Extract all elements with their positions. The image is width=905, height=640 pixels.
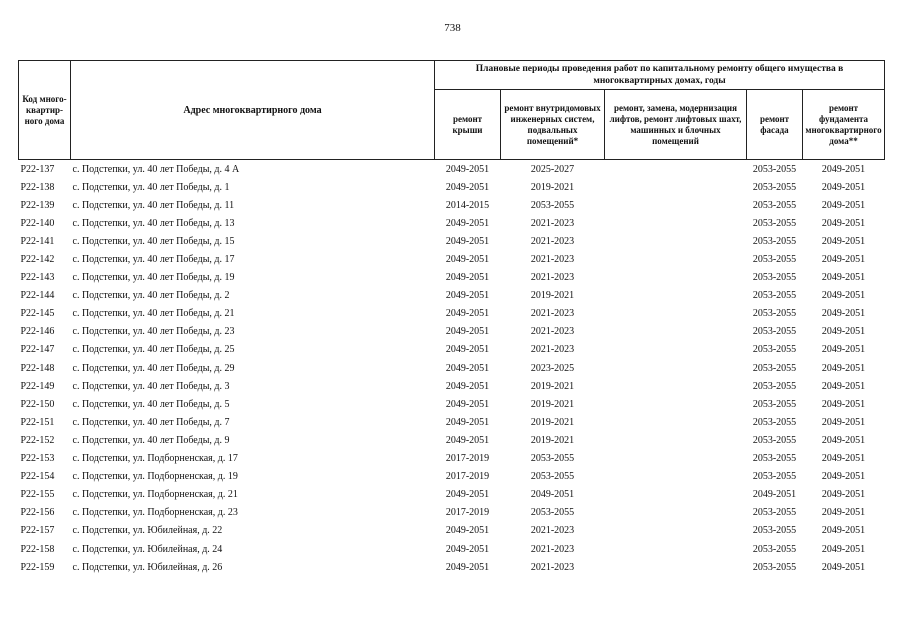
cell-code: P22-143 [20,272,55,284]
cell-lifts [605,196,747,214]
cell-address: с. Подстепки, ул. Юбилейная, д. 22 [72,525,223,537]
cell-foundation: 2049-2051 [821,453,866,465]
cell-lifts [605,178,747,196]
cell-roof: 2014-2015 [445,199,490,211]
table-header [19,61,885,160]
capital-repair-table [18,60,885,576]
cell-foundation: 2049-2051 [821,181,866,193]
cell-code: P22-145 [20,308,55,320]
cell-roof: 2049-2051 [445,254,490,266]
table-row [19,232,885,250]
cell-foundation: 2049-2051 [821,543,866,555]
cell-facade: 2053-2055 [752,525,797,537]
cell-code: P22-140 [20,217,55,229]
cell-foundation: 2049-2051 [821,163,866,175]
table-row [19,359,885,377]
cell-foundation: 2049-2051 [821,416,866,428]
cell-code: P22-148 [20,362,55,374]
cell-facade: 2053-2055 [752,398,797,410]
cell-lifts [605,522,747,540]
cell-roof: 2049-2051 [445,561,490,573]
cell-address: с. Подстепки, ул. 40 лет Победы, д. 25 [72,344,235,356]
cell-roof: 2049-2051 [445,543,490,555]
cell-address: с. Подстепки, ул. 40 лет Победы, д. 9 [72,434,230,446]
cell-lifts [605,377,747,395]
cell-code: P22-156 [20,507,55,519]
cell-lifts [605,269,747,287]
cell-roof: 2049-2051 [445,308,490,320]
cell-lifts [605,160,747,179]
table-row [19,431,885,449]
cell-address: с. Подстепки, ул. 40 лет Победы, д. 7 [72,416,230,428]
cell-address: с. Подстепки, ул. 40 лет Победы, д. 29 [72,362,235,374]
cell-facade: 2053-2055 [752,181,797,193]
cell-foundation: 2049-2051 [821,561,866,573]
cell-engineering: 2023-2025 [530,362,575,374]
cell-foundation: 2049-2051 [821,272,866,284]
cell-roof: 2049-2051 [445,398,490,410]
cell-facade: 2053-2055 [752,272,797,284]
table-row [19,269,885,287]
cell-lifts [605,431,747,449]
table-row [19,558,885,576]
table-row [19,178,885,196]
cell-facade: 2053-2055 [752,416,797,428]
cell-roof: 2049-2051 [445,163,490,175]
cell-facade: 2053-2055 [752,308,797,320]
header-engineering: ремонт внутридомовых инженерных систем, подвальных помещений* [501,90,605,160]
header-facade: ремонт фасада [747,90,803,160]
cell-address: с. Подстепки, ул. 40 лет Победы, д. 19 [72,272,235,284]
table-row [19,305,885,323]
cell-engineering: 2053-2055 [530,507,575,519]
header-planned-periods: Плановые периоды проведения работ по капитальному ремонту общего имущества в многоквартирных домах, годы [435,61,885,90]
cell-engineering: 2019-2021 [530,380,575,392]
cell-foundation: 2049-2051 [821,308,866,320]
cell-address: с. Подстепки, ул. 40 лет Победы, д. 17 [72,254,235,266]
table-row [19,196,885,214]
cell-code: P22-151 [20,416,55,428]
cell-lifts [605,468,747,486]
table-row [19,395,885,413]
cell-foundation: 2049-2051 [821,434,866,446]
cell-lifts [605,395,747,413]
cell-engineering: 2019-2021 [530,434,575,446]
cell-lifts [605,359,747,377]
cell-address: с. Подстепки, ул. Подборненская, д. 19 [72,471,238,483]
cell-facade: 2049-2051 [752,489,797,501]
cell-lifts [605,486,747,504]
cell-roof: 2049-2051 [445,380,490,392]
cell-foundation: 2049-2051 [821,254,866,266]
cell-facade: 2053-2055 [752,471,797,483]
cell-foundation: 2049-2051 [821,199,866,211]
cell-lifts [605,250,747,268]
page-number: 738 [444,22,461,34]
cell-facade: 2053-2055 [752,543,797,555]
cell-facade: 2053-2055 [752,561,797,573]
cell-code: P22-157 [20,525,55,537]
table-row [19,522,885,540]
cell-roof: 2017-2019 [445,471,490,483]
cell-code: P22-153 [20,453,55,465]
cell-facade: 2053-2055 [752,254,797,266]
cell-facade: 2053-2055 [752,326,797,338]
cell-foundation: 2049-2051 [821,525,866,537]
cell-lifts [605,232,747,250]
cell-engineering: 2021-2023 [530,272,575,284]
table-row [19,413,885,431]
cell-engineering: 2021-2023 [530,217,575,229]
table-body [19,160,885,577]
table-row [19,540,885,558]
cell-lifts [605,540,747,558]
cell-engineering: 2021-2023 [530,344,575,356]
cell-lifts [605,558,747,576]
cell-lifts [605,287,747,305]
cell-engineering: 2021-2023 [530,543,575,555]
cell-engineering: 2021-2023 [530,561,575,573]
table-row [19,287,885,305]
table-row [19,214,885,232]
cell-engineering: 2021-2023 [530,235,575,247]
cell-address: с. Подстепки, ул. 40 лет Победы, д. 3 [72,380,230,392]
cell-code: P22-154 [20,471,55,483]
table-row [19,160,885,179]
cell-code: P22-150 [20,398,55,410]
cell-engineering: 2019-2021 [530,290,575,302]
table-row [19,377,885,395]
header-lifts: ремонт, замена, модернизация лифтов, ремонт лифтовых шахт, машинных и блочных помещений [605,90,747,160]
cell-foundation: 2049-2051 [821,344,866,356]
cell-code: P22-138 [20,181,55,193]
table-row [19,450,885,468]
cell-engineering: 2019-2021 [530,181,575,193]
table-row [19,250,885,268]
cell-engineering: 2053-2055 [530,453,575,465]
cell-engineering: 2049-2051 [530,489,575,501]
cell-code: P22-149 [20,380,55,392]
cell-foundation: 2049-2051 [821,217,866,229]
cell-lifts [605,413,747,431]
header-code: Код много-квартир-ного дома [19,61,71,160]
cell-foundation: 2049-2051 [821,507,866,519]
cell-code: P22-139 [20,199,55,211]
cell-address: с. Подстепки, ул. 40 лет Победы, д. 15 [72,235,235,247]
cell-facade: 2053-2055 [752,362,797,374]
cell-roof: 2049-2051 [445,434,490,446]
cell-roof: 2049-2051 [445,235,490,247]
cell-address: с. Подстепки, ул. 40 лет Победы, д. 4 А [72,163,240,175]
cell-code: P22-144 [20,290,55,302]
cell-address: с. Подстепки, ул. Юбилейная, д. 24 [72,543,223,555]
cell-roof: 2049-2051 [445,489,490,501]
cell-facade: 2053-2055 [752,453,797,465]
cell-foundation: 2049-2051 [821,471,866,483]
cell-roof: 2049-2051 [445,272,490,284]
cell-address: с. Подстепки, ул. 40 лет Победы, д. 1 [72,181,230,193]
table-row [19,486,885,504]
cell-roof: 2049-2051 [445,525,490,537]
table-row [19,341,885,359]
cell-code: P22-142 [20,254,55,266]
header-roof: ремонт крыши [435,90,501,160]
cell-facade: 2053-2055 [752,380,797,392]
cell-foundation: 2049-2051 [821,362,866,374]
cell-foundation: 2049-2051 [821,235,866,247]
cell-lifts [605,504,747,522]
cell-foundation: 2049-2051 [821,489,866,501]
cell-facade: 2053-2055 [752,217,797,229]
cell-roof: 2049-2051 [445,217,490,229]
cell-facade: 2053-2055 [752,199,797,211]
cell-roof: 2049-2051 [445,344,490,356]
cell-address: с. Подстепки, ул. Юбилейная, д. 26 [72,561,223,573]
cell-code: P22-159 [20,561,55,573]
cell-facade: 2053-2055 [752,290,797,302]
cell-lifts [605,305,747,323]
cell-foundation: 2049-2051 [821,326,866,338]
cell-engineering: 2025-2027 [530,163,575,175]
cell-roof: 2049-2051 [445,326,490,338]
cell-facade: 2053-2055 [752,507,797,519]
cell-address: с. Подстепки, ул. 40 лет Победы, д. 2 [72,290,230,302]
cell-code: P22-141 [20,235,55,247]
cell-code: P22-147 [20,344,55,356]
table-row [19,323,885,341]
cell-foundation: 2049-2051 [821,398,866,410]
cell-roof: 2049-2051 [445,290,490,302]
cell-lifts [605,323,747,341]
cell-roof: 2049-2051 [445,181,490,193]
cell-facade: 2053-2055 [752,344,797,356]
cell-engineering: 2021-2023 [530,525,575,537]
cell-address: с. Подстепки, ул. Подборненская, д. 23 [72,507,238,519]
cell-engineering: 2053-2055 [530,199,575,211]
cell-code: P22-155 [20,489,55,501]
cell-address: с. Подстепки, ул. 40 лет Победы, д. 13 [72,217,235,229]
cell-facade: 2053-2055 [752,235,797,247]
cell-code: P22-146 [20,326,55,338]
cell-code: P22-137 [20,163,55,175]
cell-address: с. Подстепки, ул. 40 лет Победы, д. 5 [72,398,230,410]
cell-address: с. Подстепки, ул. Подборненская, д. 17 [72,453,238,465]
table-row [19,504,885,522]
cell-engineering: 2021-2023 [530,254,575,266]
cell-address: с. Подстепки, ул. 40 лет Победы, д. 21 [72,308,235,320]
cell-address: с. Подстепки, ул. 40 лет Победы, д. 11 [72,199,235,211]
cell-roof: 2049-2051 [445,362,490,374]
cell-engineering: 2053-2055 [530,471,575,483]
cell-lifts [605,341,747,359]
cell-facade: 2053-2055 [752,434,797,446]
header-foundation: ремонт фундамента многоквартирного дома** [803,90,885,160]
cell-address: с. Подстепки, ул. 40 лет Победы, д. 23 [72,326,235,338]
cell-engineering: 2019-2021 [530,398,575,410]
cell-lifts [605,450,747,468]
cell-code: P22-158 [20,543,55,555]
cell-engineering: 2021-2023 [530,326,575,338]
cell-lifts [605,214,747,232]
cell-facade: 2053-2055 [752,163,797,175]
cell-foundation: 2049-2051 [821,380,866,392]
cell-roof: 2017-2019 [445,453,490,465]
cell-engineering: 2021-2023 [530,308,575,320]
cell-roof: 2049-2051 [445,416,490,428]
header-address: Адрес многоквартирного дома [71,61,435,160]
table-row [19,468,885,486]
cell-code: P22-152 [20,434,55,446]
cell-foundation: 2049-2051 [821,290,866,302]
cell-engineering: 2019-2021 [530,416,575,428]
cell-roof: 2017-2019 [445,507,490,519]
cell-address: с. Подстепки, ул. Подборненская, д. 21 [72,489,238,501]
